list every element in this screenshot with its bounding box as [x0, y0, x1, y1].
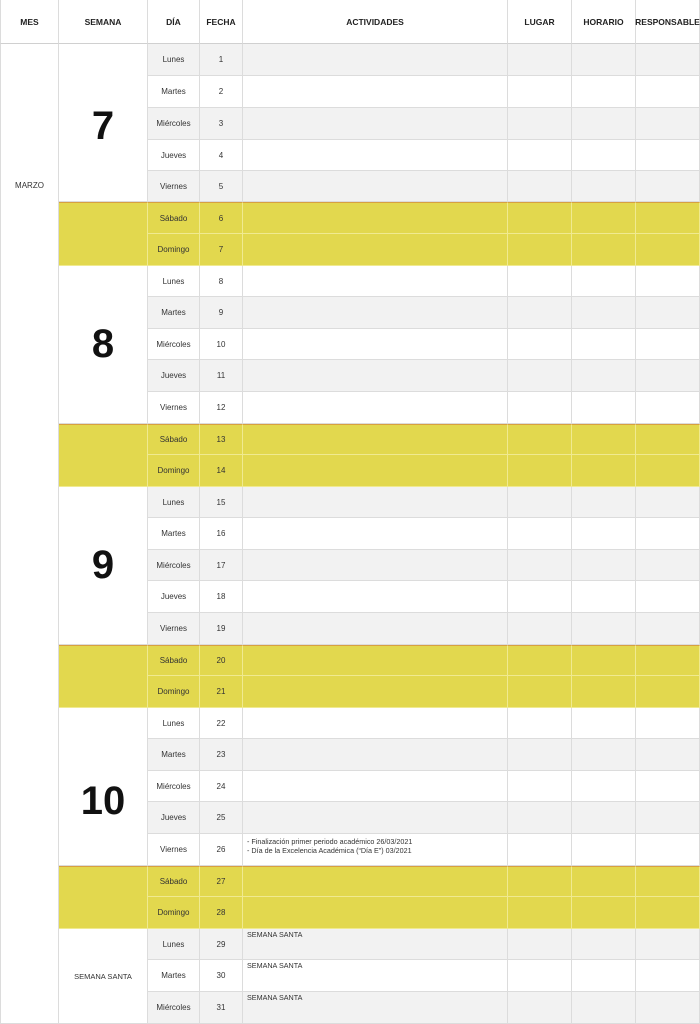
- dia-cell: Lunes: [148, 929, 200, 960]
- horario-cell: [572, 676, 636, 708]
- horario-cell: [572, 866, 636, 897]
- responsable-cell: [636, 44, 700, 76]
- dia-cell: Martes: [148, 739, 200, 771]
- responsable-cell: [636, 581, 700, 613]
- dia-cell: Viernes: [148, 392, 200, 424]
- horario-cell: [572, 708, 636, 739]
- horario-cell: [572, 802, 636, 834]
- fecha-cell: 22: [200, 708, 243, 739]
- fecha-cell: 5: [200, 171, 243, 202]
- responsable-cell: [636, 992, 700, 1024]
- horario-cell: [572, 487, 636, 518]
- lugar-cell: [508, 76, 572, 108]
- actividades-cell: [243, 866, 508, 897]
- dia-cell: Miércoles: [148, 992, 200, 1024]
- actividades-cell: [243, 297, 508, 329]
- lugar-cell: [508, 708, 572, 739]
- header-semana: SEMANA: [59, 0, 148, 44]
- responsable-cell: [636, 234, 700, 266]
- responsable-cell: [636, 676, 700, 708]
- responsable-cell: [636, 960, 700, 992]
- horario-cell: [572, 424, 636, 455]
- lugar-cell: [508, 234, 572, 266]
- horario-cell: [572, 171, 636, 202]
- lugar-cell: [508, 834, 572, 866]
- dia-cell: Martes: [148, 297, 200, 329]
- activity-text: SEMANA SANTA: [247, 930, 303, 939]
- lugar-cell: [508, 360, 572, 392]
- horario-cell: [572, 897, 636, 929]
- lugar-cell: [508, 960, 572, 992]
- dia-cell: Viernes: [148, 613, 200, 645]
- activity-text: - Día de la Excelencia Académica (“Día E”) 03/2021: [247, 846, 412, 855]
- lugar-cell: [508, 266, 572, 297]
- actividades-cell: [243, 771, 508, 802]
- fecha-cell: 10: [200, 329, 243, 360]
- fecha-cell: 7: [200, 234, 243, 266]
- lugar-cell: [508, 645, 572, 676]
- month-cell: [0, 44, 59, 1024]
- responsable-cell: [636, 266, 700, 297]
- week-cell: [59, 487, 148, 645]
- lugar-cell: [508, 392, 572, 424]
- dia-cell: Jueves: [148, 581, 200, 613]
- responsable-cell: [636, 834, 700, 866]
- actividades-cell: [243, 202, 508, 234]
- fecha-cell: 28: [200, 897, 243, 929]
- week-weekend-cell: [59, 645, 148, 708]
- actividades-cell: [243, 676, 508, 708]
- horario-cell: [572, 992, 636, 1024]
- responsable-cell: [636, 771, 700, 802]
- dia-cell: Lunes: [148, 266, 200, 297]
- lugar-cell: [508, 44, 572, 76]
- responsable-cell: [636, 140, 700, 171]
- fecha-cell: 1: [200, 44, 243, 76]
- fecha-cell: 4: [200, 140, 243, 171]
- actividades-cell: [243, 424, 508, 455]
- responsable-cell: [636, 297, 700, 329]
- fecha-cell: 19: [200, 613, 243, 645]
- fecha-cell: 21: [200, 676, 243, 708]
- horario-cell: [572, 266, 636, 297]
- header-dia: DÍA: [148, 0, 200, 44]
- dia-cell: Jueves: [148, 802, 200, 834]
- responsable-cell: [636, 455, 700, 487]
- lugar-cell: [508, 108, 572, 140]
- dia-cell: Sábado: [148, 424, 200, 455]
- horario-cell: [572, 44, 636, 76]
- dia-cell: Domingo: [148, 455, 200, 487]
- responsable-cell: [636, 171, 700, 202]
- lugar-cell: [508, 329, 572, 360]
- dia-cell: Lunes: [148, 44, 200, 76]
- actividades-cell: [243, 739, 508, 771]
- dia-cell: Sábado: [148, 866, 200, 897]
- actividades-cell: [243, 613, 508, 645]
- fecha-cell: 20: [200, 645, 243, 676]
- fecha-cell: 11: [200, 360, 243, 392]
- week-number: 10: [80, 779, 126, 823]
- actividades-cell: [243, 392, 508, 424]
- horario-cell: [572, 329, 636, 360]
- week-weekend-cell: [59, 424, 148, 487]
- lugar-cell: [508, 424, 572, 455]
- fecha-cell: 6: [200, 202, 243, 234]
- horario-cell: [572, 234, 636, 266]
- lugar-cell: [508, 676, 572, 708]
- actividades-cell: [243, 960, 508, 992]
- header-fecha: FECHA: [200, 0, 243, 44]
- horario-cell: [572, 834, 636, 866]
- horario-cell: [572, 739, 636, 771]
- header-lugar: LUGAR: [508, 0, 572, 44]
- actividades-cell: [243, 992, 508, 1024]
- actividades-cell: [243, 455, 508, 487]
- horario-cell: [572, 518, 636, 550]
- lugar-cell: [508, 518, 572, 550]
- horario-cell: [572, 392, 636, 424]
- fecha-cell: 13: [200, 424, 243, 455]
- actividades-cell: [243, 834, 508, 866]
- fecha-cell: 12: [200, 392, 243, 424]
- responsable-cell: [636, 645, 700, 676]
- horario-cell: [572, 360, 636, 392]
- fecha-cell: 9: [200, 297, 243, 329]
- horario-cell: [572, 929, 636, 960]
- header-actividades: ACTIVIDADES: [243, 0, 508, 44]
- fecha-cell: 27: [200, 866, 243, 897]
- fecha-cell: 14: [200, 455, 243, 487]
- actividades-cell: [243, 929, 508, 960]
- dia-cell: Martes: [148, 518, 200, 550]
- responsable-cell: [636, 802, 700, 834]
- lugar-cell: [508, 802, 572, 834]
- dia-cell: Miércoles: [148, 550, 200, 581]
- dia-cell: Viernes: [148, 834, 200, 866]
- dia-cell: Miércoles: [148, 771, 200, 802]
- responsable-cell: [636, 929, 700, 960]
- dia-cell: Sábado: [148, 645, 200, 676]
- responsable-cell: [636, 392, 700, 424]
- lugar-cell: [508, 487, 572, 518]
- horario-cell: [572, 108, 636, 140]
- lugar-cell: [508, 455, 572, 487]
- dia-cell: Domingo: [148, 234, 200, 266]
- responsable-cell: [636, 550, 700, 581]
- actividades-cell: [243, 708, 508, 739]
- responsable-cell: [636, 329, 700, 360]
- fecha-cell: 8: [200, 266, 243, 297]
- lugar-cell: [508, 992, 572, 1024]
- fecha-cell: 3: [200, 108, 243, 140]
- week-cell: [59, 44, 148, 202]
- actividades-cell: [243, 487, 508, 518]
- responsable-cell: [636, 76, 700, 108]
- responsable-cell: [636, 360, 700, 392]
- dia-cell: Lunes: [148, 708, 200, 739]
- horario-cell: [572, 297, 636, 329]
- fecha-cell: 17: [200, 550, 243, 581]
- header-mes: MES: [0, 0, 59, 44]
- dia-cell: Jueves: [148, 360, 200, 392]
- lugar-cell: [508, 581, 572, 613]
- week-cell: [59, 266, 148, 424]
- fecha-cell: 23: [200, 739, 243, 771]
- dia-cell: Martes: [148, 960, 200, 992]
- actividades-cell: [243, 234, 508, 266]
- horario-cell: [572, 550, 636, 581]
- responsable-cell: [636, 202, 700, 234]
- actividades-cell: [243, 897, 508, 929]
- horario-cell: [572, 455, 636, 487]
- actividades-cell: [243, 44, 508, 76]
- actividades-cell: [243, 140, 508, 171]
- dia-cell: Jueves: [148, 140, 200, 171]
- responsable-cell: [636, 708, 700, 739]
- horario-cell: [572, 140, 636, 171]
- fecha-cell: 31: [200, 992, 243, 1024]
- actividades-cell: [243, 581, 508, 613]
- week-number: 7: [91, 104, 115, 148]
- fecha-cell: 16: [200, 518, 243, 550]
- fecha-cell: 18: [200, 581, 243, 613]
- week-number: 8: [91, 322, 115, 366]
- horario-cell: [572, 613, 636, 645]
- horario-cell: [572, 76, 636, 108]
- responsable-cell: [636, 739, 700, 771]
- lugar-cell: [508, 297, 572, 329]
- actividades-cell: [243, 266, 508, 297]
- horario-cell: [572, 202, 636, 234]
- actividades-cell: [243, 550, 508, 581]
- actividades-cell: [243, 645, 508, 676]
- fecha-cell: 25: [200, 802, 243, 834]
- lugar-cell: [508, 739, 572, 771]
- fecha-cell: 26: [200, 834, 243, 866]
- actividades-cell: [243, 518, 508, 550]
- fecha-cell: 2: [200, 76, 243, 108]
- week-number: 9: [91, 543, 115, 587]
- fecha-cell: 30: [200, 960, 243, 992]
- dia-cell: Martes: [148, 76, 200, 108]
- actividades-cell: [243, 802, 508, 834]
- responsable-cell: [636, 518, 700, 550]
- responsable-cell: [636, 897, 700, 929]
- fecha-cell: 24: [200, 771, 243, 802]
- week-label: SEMANA SANTA: [74, 971, 132, 981]
- header-horario: HORARIO: [572, 0, 636, 44]
- responsable-cell: [636, 424, 700, 455]
- lugar-cell: [508, 929, 572, 960]
- horario-cell: [572, 960, 636, 992]
- actividades-cell: [243, 360, 508, 392]
- responsable-cell: [636, 866, 700, 897]
- actividades-cell: [243, 171, 508, 202]
- dia-cell: Miércoles: [148, 108, 200, 140]
- dia-cell: Miércoles: [148, 329, 200, 360]
- dia-cell: Sábado: [148, 202, 200, 234]
- lugar-cell: [508, 866, 572, 897]
- dia-cell: Domingo: [148, 676, 200, 708]
- week-weekend-cell: [59, 202, 148, 266]
- actividades-cell: [243, 76, 508, 108]
- lugar-cell: [508, 140, 572, 171]
- lugar-cell: [508, 171, 572, 202]
- fecha-cell: 29: [200, 929, 243, 960]
- horario-cell: [572, 581, 636, 613]
- header-responsable: RESPONSABLE: [636, 0, 700, 44]
- activity-text: SEMANA SANTA: [247, 961, 303, 970]
- week-weekend-cell: [59, 866, 148, 929]
- week-cell: [59, 708, 148, 866]
- lugar-cell: [508, 202, 572, 234]
- actividades-cell: [243, 108, 508, 140]
- horario-cell: [572, 771, 636, 802]
- activity-text: - Finalización primer periodo académico 26/03/2021: [247, 837, 413, 846]
- lugar-cell: [508, 613, 572, 645]
- lugar-cell: [508, 897, 572, 929]
- actividades-cell: [243, 329, 508, 360]
- responsable-cell: [636, 108, 700, 140]
- responsable-cell: [636, 487, 700, 518]
- horario-cell: [572, 645, 636, 676]
- lugar-cell: [508, 771, 572, 802]
- month-label: MARZO: [15, 181, 44, 190]
- activity-text: SEMANA SANTA: [247, 993, 303, 1002]
- dia-cell: Lunes: [148, 487, 200, 518]
- dia-cell: Domingo: [148, 897, 200, 929]
- lugar-cell: [508, 550, 572, 581]
- fecha-cell: 15: [200, 487, 243, 518]
- dia-cell: Viernes: [148, 171, 200, 202]
- week-cell: [59, 929, 148, 1024]
- responsable-cell: [636, 613, 700, 645]
